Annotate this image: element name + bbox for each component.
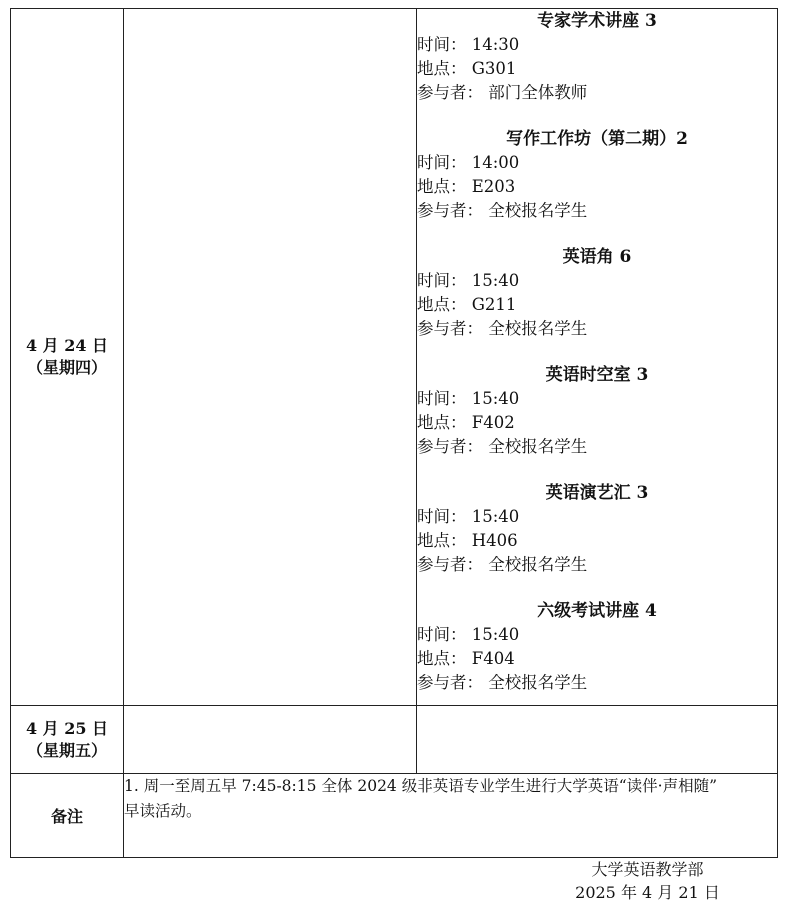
event-item	[417, 599, 777, 695]
event-time: 时间： 15:40	[417, 507, 520, 526]
event-item	[417, 127, 777, 223]
empty-cell-apr24	[124, 9, 417, 706]
event-item	[417, 9, 777, 105]
notes-content	[124, 774, 778, 858]
event-attendees: 参与者： 全校报名学生	[417, 201, 588, 220]
event-item	[417, 481, 777, 577]
events-cell-apr24	[417, 9, 778, 706]
notes-label: 备注	[11, 774, 124, 858]
notes-line: 早读活动。	[124, 802, 202, 820]
event-place: 地点： E203	[417, 177, 516, 196]
event-place: 地点： F404	[417, 649, 515, 668]
empty-cell-apr25	[124, 706, 417, 774]
table-row-apr24	[11, 9, 778, 706]
event-title: 英语演艺汇 3	[545, 483, 649, 503]
table-row-apr25	[11, 706, 778, 774]
date-label: 4 月 24 日	[25, 336, 109, 355]
event-title: 英语角 6	[562, 247, 632, 267]
schedule-table	[10, 8, 778, 858]
event-time: 时间： 15:40	[417, 625, 520, 644]
signature-department: 大学英语教学部	[591, 860, 704, 879]
events-cell-apr25	[417, 706, 778, 774]
table-row-notes	[11, 774, 778, 858]
event-title: 英语时空室 3	[545, 365, 649, 385]
event-item	[417, 363, 777, 459]
date-cell-apr25	[11, 706, 124, 774]
event-attendees: 参与者： 全校报名学生	[417, 319, 588, 338]
event-attendees: 参与者： 部门全体教师	[417, 83, 588, 102]
event-attendees: 参与者： 全校报名学生	[417, 555, 588, 574]
weekday-label: （星期五）	[26, 740, 107, 760]
signature-date: 2025 年 4 月 21 日	[575, 883, 720, 902]
event-time: 时间： 15:40	[417, 271, 520, 290]
event-item	[417, 245, 777, 341]
weekday-label: （星期四）	[26, 358, 107, 377]
event-place: 地点： H406	[417, 531, 518, 550]
event-time: 时间： 14:30	[417, 35, 520, 54]
event-place: 地点： G301	[417, 59, 517, 78]
event-time: 时间： 14:00	[417, 153, 520, 172]
event-title: 六级考试讲座 4	[537, 601, 657, 621]
event-attendees: 参与者： 全校报名学生	[417, 437, 588, 456]
event-place: 地点： G211	[417, 295, 517, 314]
event-time: 时间： 15:40	[417, 389, 520, 408]
notes-line: 1. 周一至周五早 7:45-8:15 全体 2024 级非英语专业学生进行大学英语“读伴·声相随”	[124, 777, 717, 795]
signature-block	[560, 858, 735, 904]
date-label: 4 月 25 日	[25, 718, 109, 738]
event-attendees: 参与者： 全校报名学生	[417, 673, 588, 692]
event-place: 地点： F402	[417, 413, 515, 432]
event-title: 专家学术讲座 3	[537, 11, 657, 31]
event-title: 写作工作坊（第二期）2	[506, 129, 688, 149]
date-cell-apr24	[11, 9, 124, 706]
